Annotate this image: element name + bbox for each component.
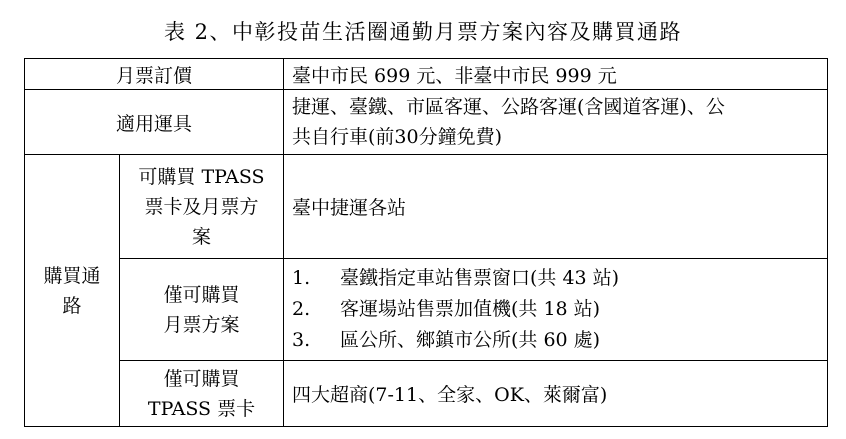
price-value-cell (284, 59, 828, 90)
channels-label-line-2: 路 (62, 294, 82, 317)
vehicles-value-cell (284, 90, 828, 155)
vehicles-label-cell (25, 90, 284, 155)
table-row (25, 155, 828, 259)
tpass-and-pass-label-line-3: 案 (192, 225, 212, 248)
pass-only-label-line-2: 月票方案 (163, 313, 240, 336)
tpass-and-pass-label-line-2: 票卡及月票方 (144, 195, 259, 218)
price-value: 臺中市民 699 元、非臺中市民 999 元 (292, 64, 617, 87)
monthly-pass-table (24, 58, 828, 427)
tpass-and-pass-value: 臺中捷運各站 (292, 197, 407, 219)
list-item-text: 臺鐵指定車站售票窗口(共 43 站) (340, 267, 620, 289)
table-row (25, 259, 828, 361)
vehicles-value-line-2: 共自行車(前30分鐘免費) (292, 126, 503, 148)
list-item (292, 294, 827, 325)
list-item-number: 2. (292, 298, 311, 320)
tpass-and-pass-label-cell (120, 155, 284, 259)
table-title: 表 2、中彰投苗生活圈通勤月票方案內容及購買通路 (163, 20, 683, 44)
tpass-and-pass-value-cell (284, 155, 828, 259)
pass-only-list (284, 259, 827, 360)
tpass-and-pass-label-line-1: 可購買 TPASS (138, 165, 265, 188)
tpass-only-value-cell (284, 361, 828, 427)
list-item-text: 區公所、鄉鎮市公所(共 60 處) (340, 329, 601, 351)
price-label-cell (25, 59, 284, 90)
list-item (292, 325, 827, 356)
table-row (25, 90, 828, 155)
tpass-only-label-cell (120, 361, 284, 427)
price-label: 月票訂價 (116, 64, 193, 87)
vehicles-label: 適用運具 (116, 112, 193, 135)
channels-label-cell (25, 155, 120, 427)
table-row (25, 59, 828, 90)
pass-only-label-cell (120, 259, 284, 361)
pass-only-value-cell (284, 259, 828, 361)
list-item (292, 263, 827, 294)
list-item-text: 客運場站售票加值機(共 18 站) (340, 298, 601, 320)
tpass-only-label-line-1: 僅可購買 (163, 367, 240, 390)
list-item-number: 1. (292, 267, 311, 289)
pass-only-label-line-1: 僅可購買 (163, 283, 240, 306)
tpass-only-label-line-2: TPASS 票卡 (147, 397, 256, 420)
list-item-number: 3. (292, 329, 311, 351)
vehicles-value-line-1: 捷運、臺鐵、市區客運、公路客運(含國道客運)、公 (292, 96, 725, 118)
tpass-only-value: 四大超商(7-11、全家、OK、萊爾富) (292, 384, 608, 406)
table-row (25, 361, 828, 427)
channels-label-line-1: 購買通 (43, 264, 101, 287)
